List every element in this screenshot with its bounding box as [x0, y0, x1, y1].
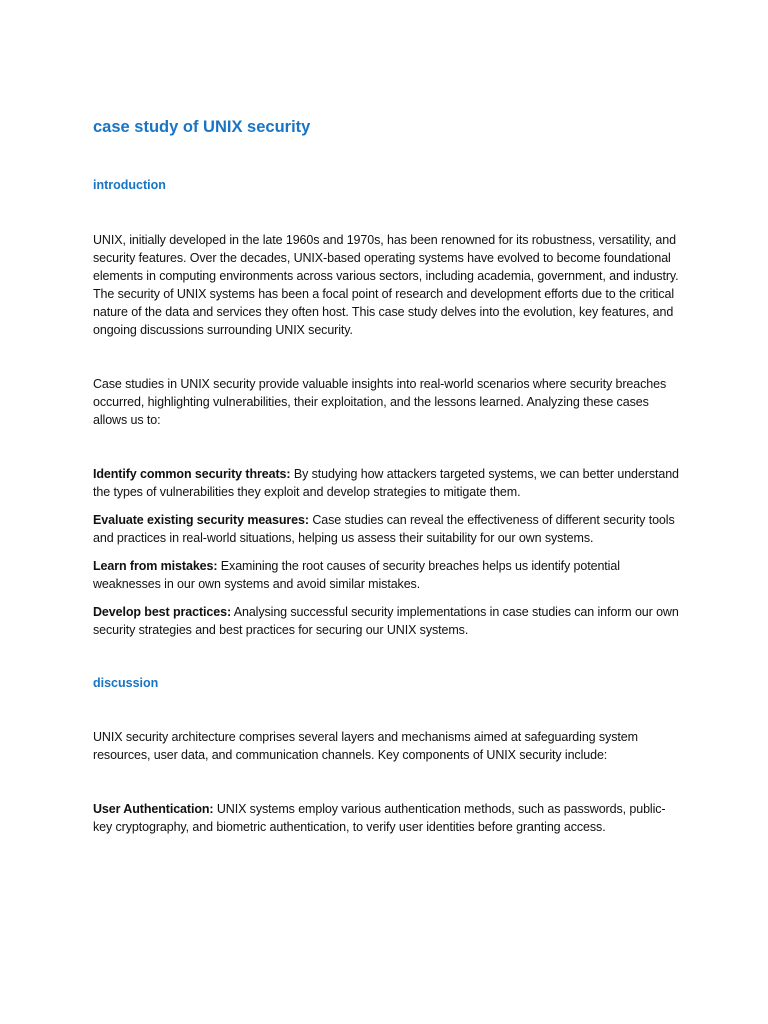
- introduction-heading: introduction: [93, 178, 166, 192]
- benefit-term: Learn from mistakes:: [93, 559, 218, 573]
- case-studies-paragraph: Case studies in UNIX security provide valuable insights into real-world scenarios where security breaches occurred, highlighting vulnerabilities, their exploitation, and the lessons learned. Analyzing these cases allows us to:: [93, 377, 667, 427]
- benefit-term: Identify common security threats:: [93, 467, 291, 481]
- document-body: [93, 116, 683, 836]
- benefit-term: Evaluate existing security measures:: [93, 513, 309, 527]
- benefit-item: [93, 511, 683, 547]
- discussion-paragraph: UNIX security architecture comprises several layers and mechanisms aimed at safeguarding system resources, user data, and communication channels. Key components of UNIX security include:: [93, 730, 638, 762]
- benefit-item: [93, 465, 683, 501]
- benefit-term: Develop best practices:: [93, 605, 232, 619]
- benefit-text: Case studies can reveal the effectiveness of different security tools and practices in real-world situations, helping us assess their suitability for our own systems.: [93, 513, 675, 545]
- component-term: User Authentication:: [93, 802, 214, 816]
- benefit-text: Examining the root causes of security breaches helps us identify potential weaknesses in our own systems and avoid similar mistakes.: [93, 559, 620, 591]
- benefit-item: [93, 603, 683, 639]
- component-item: [93, 800, 683, 836]
- component-text: UNIX systems employ various authentication methods, such as passwords, public-key cryptography, and biometric authentication, to verify user identities before granting access.: [93, 802, 666, 834]
- benefit-item: [93, 557, 683, 593]
- document-title: case study of UNIX security: [93, 118, 311, 136]
- discussion-heading: discussion: [93, 676, 159, 690]
- introduction-paragraph: UNIX, initially developed in the late 1960s and 1970s, has been renowned for its robustness, versatility, and security features. Over the decades, UNIX-based operating systems have evolved to become foundational elements in computing environments across various sectors, including academia, government, and industry. The security of UNIX systems has been a focal point of research and development efforts due to the critical nature of the data and services they often host. This case study delves into the evolution, key features, and ongoing discussions surrounding UNIX security.: [93, 233, 679, 337]
- benefit-text: By studying how attackers targeted systems, we can better understand the types of vulnerabilities they exploit and develop strategies to mitigate them.: [93, 467, 679, 499]
- benefit-text: Analysing successful security implementations in case studies can inform our own security strategies and best practices for securing our UNIX systems.: [93, 605, 679, 637]
